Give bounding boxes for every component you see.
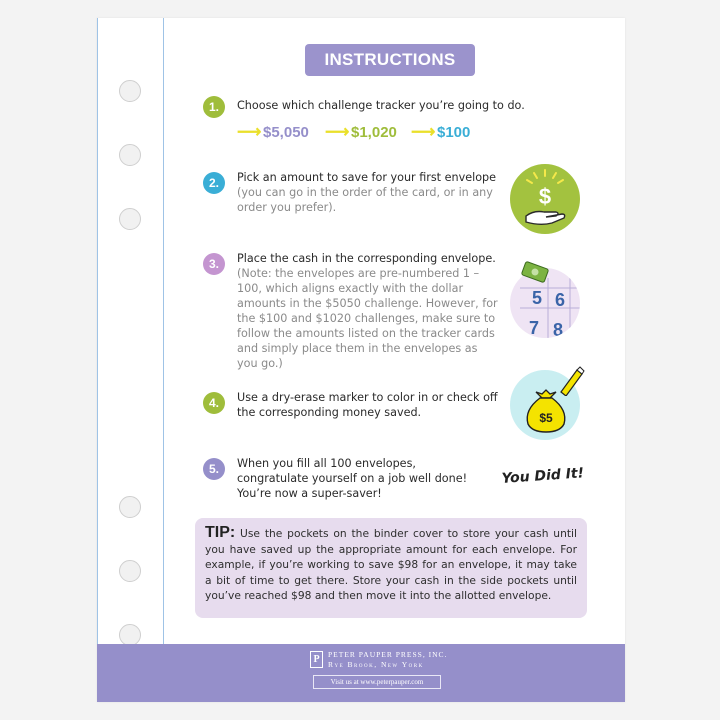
step-3-sub: (Note: the envelopes are pre-numbered 1 – 100, which aligns exactly with the dollar amounts in the $5050 challenge. However, for the $100 and $1020 challenges, make sure to follow the amounts listed on the tracker cards and simply place them in the envelopes as you go.) bbox=[237, 267, 498, 370]
step-number-3: 3. bbox=[203, 253, 225, 275]
money-hand-icon bbox=[510, 164, 580, 234]
envelope-number: 7 bbox=[528, 318, 540, 338]
binder-hole bbox=[119, 144, 141, 166]
arrow-icon: ⟶ bbox=[325, 122, 350, 141]
binder-hole bbox=[119, 560, 141, 582]
instruction-page bbox=[97, 18, 625, 702]
envelope-number: 6 bbox=[554, 290, 566, 310]
tip-text: Use the pockets on the binder cover to store your cash until you have saved up the appropriate amount for each envelope. For example, if you’re working to save $98 for an envelope, it may take a bit of time to get there. Store your cash in the side pockets until you’ve reached $98 and then move it into the allotted envelope. bbox=[205, 527, 577, 602]
step-3-main: Place the cash in the corresponding envelope. bbox=[237, 252, 496, 265]
amount-5050: $5,050 bbox=[263, 124, 309, 141]
step-2-main: Pick an amount to save for your first envelope bbox=[237, 171, 497, 184]
step-4-main: Use a dry-erase marker to color in or check off the corresponding money saved. bbox=[237, 391, 498, 419]
you-did-it-graphic: You Did It! bbox=[501, 465, 585, 487]
publisher-info bbox=[328, 650, 447, 670]
tip-label: TIP: bbox=[205, 524, 236, 541]
binder-hole bbox=[119, 80, 141, 102]
margin-line bbox=[163, 18, 164, 644]
tip-box bbox=[195, 518, 587, 618]
bag-label: $5 bbox=[539, 411, 553, 425]
step-number-2: 2. bbox=[203, 172, 225, 194]
step-number-1: 1. bbox=[203, 96, 225, 118]
step-number-4: 4. bbox=[203, 392, 225, 414]
arrow-icon: ⟶ bbox=[237, 122, 262, 141]
footer bbox=[97, 644, 625, 702]
publisher-logo: P bbox=[310, 651, 323, 668]
dollar-sign: $ bbox=[538, 184, 552, 209]
step-1-main: Choose which challenge tracker you’re going to do. bbox=[237, 99, 525, 112]
amount-1020: $1,020 bbox=[351, 124, 397, 141]
binder-hole bbox=[119, 624, 141, 646]
arrow-icon: ⟶ bbox=[411, 122, 436, 141]
envelope-number: 5 bbox=[531, 288, 543, 308]
step-5-text bbox=[237, 456, 487, 501]
marker-icon bbox=[557, 366, 585, 396]
publisher-location: Rye Brook, New York bbox=[328, 660, 424, 669]
step-number-5: 5. bbox=[203, 458, 225, 480]
step-1-text bbox=[237, 98, 537, 113]
step-3-text bbox=[237, 251, 499, 371]
envelope-number: 8 bbox=[552, 320, 564, 338]
binder-hole bbox=[119, 496, 141, 518]
step-2-sub: (you can go in the order of the card, or in any order you prefer). bbox=[237, 186, 493, 214]
margin-line bbox=[97, 18, 98, 644]
binder-hole bbox=[119, 208, 141, 230]
publisher-name: PETER PAUPER PRESS, INC. bbox=[328, 650, 448, 659]
step-5-main: When you fill all 100 envelopes, congratulate yourself on a job well done! You’re now a super-saver! bbox=[237, 457, 468, 500]
amount-100: $100 bbox=[437, 124, 471, 141]
step-4-text bbox=[237, 390, 499, 420]
website-link[interactable]: Visit us at www.peterpauper.com bbox=[313, 675, 441, 689]
step-2-text bbox=[237, 170, 499, 215]
page-title: INSTRUCTIONS bbox=[305, 44, 475, 76]
challenge-amounts bbox=[237, 124, 497, 144]
